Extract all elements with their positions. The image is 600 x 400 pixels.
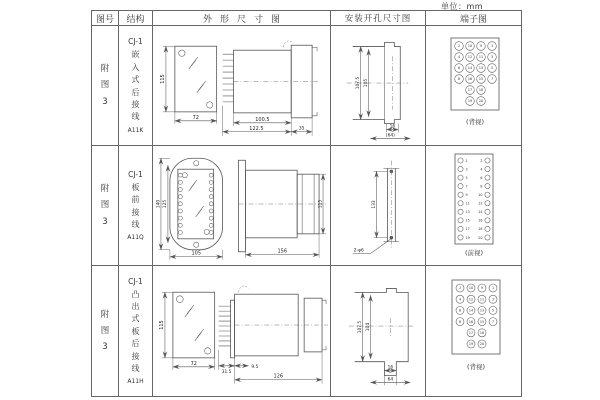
- dim-install-slot: 16: [389, 124, 396, 130]
- mount-label: 嵌入式后接线: [131, 50, 140, 122]
- dim-total-length: 122.5: [249, 125, 264, 132]
- header-structure: 结构: [119, 11, 153, 26]
- svg-text:3: 3: [465, 166, 468, 171]
- svg-text:18: 18: [478, 226, 483, 231]
- mount-label: 板前接线: [131, 182, 140, 229]
- svg-text:12: 12: [478, 201, 483, 206]
- hole-spec-label: 2-φ6: [353, 248, 364, 254]
- svg-text:7: 7: [490, 76, 494, 81]
- header-fig-no: 图号: [92, 11, 119, 26]
- terminal-cell-row1: [426, 26, 521, 146]
- svg-text:17: 17: [467, 87, 473, 92]
- svg-text:13: 13: [465, 209, 470, 214]
- model-label: CJ-1: [128, 37, 143, 47]
- fig-cell-row2: [92, 146, 119, 266]
- svg-text:19: 19: [465, 235, 470, 240]
- svg-text:11: 11: [465, 201, 470, 206]
- svg-text:5: 5: [491, 308, 495, 313]
- svg-text:20: 20: [479, 342, 485, 347]
- svg-text:8: 8: [457, 76, 461, 81]
- svg-text:1: 1: [490, 43, 494, 48]
- svg-text:1: 1: [491, 286, 495, 291]
- svg-text:15: 15: [478, 76, 484, 81]
- svg-text:2: 2: [457, 43, 461, 48]
- install-drawing-a11k: [331, 26, 425, 146]
- outline-drawing-a11q: [153, 146, 330, 266]
- svg-text:19: 19: [468, 342, 474, 347]
- dim-rear-length: 35: [298, 126, 305, 132]
- model-label: CJ-1: [128, 276, 143, 286]
- outline-drawing-a11h: [153, 266, 330, 396]
- dim-front-width: 72: [192, 114, 199, 121]
- fig-cell-row3: [92, 266, 119, 396]
- svg-text:13: 13: [479, 308, 485, 313]
- dim-front-height: 115: [158, 320, 165, 330]
- svg-text:6: 6: [457, 65, 461, 70]
- svg-text:12: 12: [467, 54, 473, 59]
- model-label: CJ-1: [128, 169, 143, 179]
- structure-cell-row3: [119, 266, 153, 396]
- svg-text:2: 2: [458, 286, 462, 291]
- svg-text:8: 8: [480, 183, 483, 188]
- dim-install-slot: 16: [387, 365, 394, 371]
- dim-install-outer: 107.5: [357, 320, 363, 334]
- svg-text:20: 20: [478, 98, 484, 103]
- outline-drawing-a11k: [153, 26, 330, 146]
- dim-total-length: 126: [273, 373, 284, 380]
- dim-install-span: 64: [387, 377, 394, 383]
- dim-gap-length: 9.5: [251, 364, 259, 370]
- svg-text:13: 13: [478, 65, 484, 70]
- terminal-view-label: (背视): [466, 363, 486, 371]
- type-code: A11H: [127, 378, 144, 386]
- svg-text:9: 9: [480, 286, 484, 291]
- outline-cell-row2: [153, 146, 331, 266]
- dim-front-inner-height: 125: [163, 199, 169, 208]
- svg-text:4: 4: [480, 166, 483, 171]
- svg-text:18: 18: [478, 87, 484, 92]
- spec-table: [91, 10, 522, 397]
- svg-text:14: 14: [478, 209, 483, 214]
- svg-text:15: 15: [465, 218, 470, 223]
- svg-text:4: 4: [457, 54, 461, 59]
- mount-label: 凸出式板后接线: [131, 289, 140, 373]
- svg-text:12: 12: [468, 297, 474, 302]
- svg-text:8: 8: [458, 319, 462, 324]
- dim-install-span: (64): [385, 132, 395, 138]
- svg-text:6: 6: [480, 175, 483, 180]
- dim-hole-pitch: 133: [371, 199, 377, 209]
- svg-text:5: 5: [465, 175, 468, 180]
- dim-body-length: 100.5: [255, 116, 270, 123]
- dim-install-outer: 107.5: [356, 76, 362, 89]
- dim-front-outer-height: 140: [156, 199, 162, 208]
- terminal-view-label: (背视): [465, 117, 485, 126]
- terminal-cell-row2: [426, 146, 521, 266]
- type-code: A11K: [127, 126, 144, 134]
- header-terminal: 端子图: [426, 11, 521, 26]
- structure-cell-row2: [119, 146, 153, 266]
- svg-text:16: 16: [468, 319, 474, 324]
- outline-cell-row3: [153, 266, 331, 396]
- svg-text:10: 10: [467, 43, 473, 48]
- svg-text:14: 14: [467, 65, 473, 70]
- unit-label: 单位：mm: [441, 2, 484, 11]
- svg-text:17: 17: [465, 226, 470, 231]
- svg-text:10: 10: [468, 286, 474, 291]
- dim-front-width: 72: [190, 360, 197, 367]
- svg-text:16: 16: [467, 76, 473, 81]
- terminal-drawing-a11q: [426, 146, 521, 266]
- type-code: A11Q: [127, 234, 144, 242]
- dim-side-length: 156: [277, 248, 288, 255]
- svg-text:11: 11: [479, 297, 485, 302]
- svg-text:18: 18: [479, 331, 485, 335]
- dim-side-height: 115: [318, 199, 324, 208]
- outline-cell-row1: [153, 26, 331, 146]
- svg-text:3: 3: [491, 297, 495, 302]
- header-install: 安装开孔尺寸图: [331, 11, 426, 26]
- svg-text:10: 10: [478, 192, 483, 197]
- svg-text:7: 7: [465, 183, 468, 188]
- fig-cell-row1: [92, 26, 119, 146]
- svg-text:20: 20: [478, 235, 483, 240]
- terminal-cell-row3: [426, 266, 521, 396]
- install-drawing-a11q: [331, 146, 425, 266]
- svg-text:6: 6: [458, 308, 462, 313]
- svg-text:15: 15: [479, 319, 485, 324]
- dim-front-width: 105: [191, 250, 201, 257]
- dim-install-inner: 105: [364, 78, 370, 87]
- terminal-drawing-a11h: [426, 266, 521, 396]
- dim-install-inner: 104: [365, 322, 371, 332]
- svg-text:11: 11: [478, 54, 484, 59]
- svg-text:16: 16: [478, 218, 483, 223]
- fig-label: 附图3: [100, 309, 110, 353]
- svg-text:19: 19: [467, 98, 473, 103]
- svg-text:17: 17: [468, 331, 474, 335]
- svg-text:1: 1: [465, 158, 468, 163]
- terminal-view-label: (前视): [464, 248, 484, 257]
- fig-label: 附图3: [100, 184, 110, 227]
- fig-label: 附图3: [100, 64, 110, 107]
- dim-pin-length: 31.5: [221, 369, 232, 375]
- svg-text:5: 5: [490, 65, 494, 70]
- svg-text:2: 2: [480, 158, 483, 163]
- svg-text:3: 3: [490, 54, 494, 59]
- svg-text:9: 9: [465, 192, 468, 197]
- terminal-drawing-a11k: [426, 26, 521, 146]
- svg-text:14: 14: [468, 308, 474, 313]
- install-cell-row2: [331, 146, 426, 266]
- install-cell-row1: [331, 26, 426, 146]
- header-outline: 外形尺寸图: [153, 11, 331, 26]
- install-cell-row3: [331, 266, 426, 396]
- svg-text:7: 7: [491, 319, 495, 324]
- install-drawing-a11h: [331, 266, 425, 396]
- structure-cell-row1: [119, 26, 153, 146]
- svg-text:9: 9: [479, 43, 483, 48]
- dim-front-height: 115: [159, 73, 166, 84]
- svg-text:4: 4: [458, 297, 462, 302]
